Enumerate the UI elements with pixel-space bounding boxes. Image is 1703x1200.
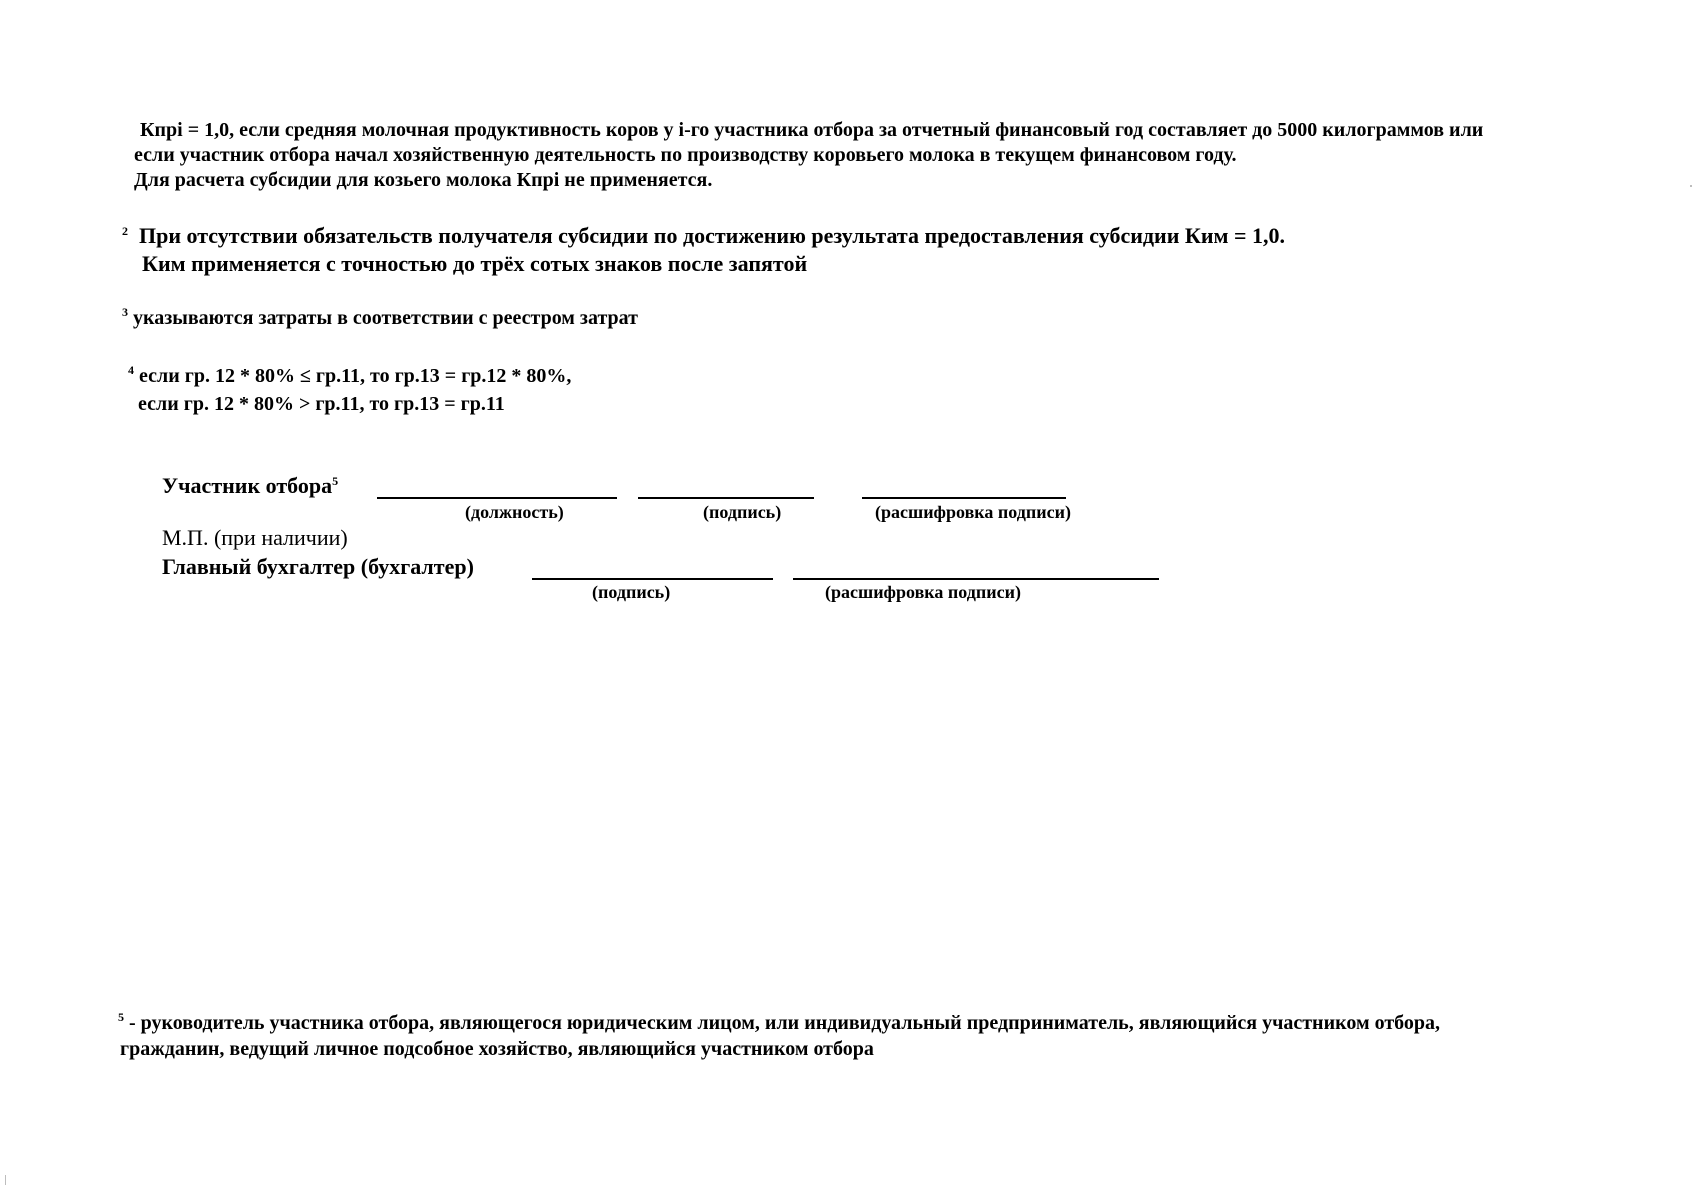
accountant-signature-line bbox=[532, 578, 773, 580]
stamp-label: М.П. (при наличии) bbox=[162, 525, 348, 550]
scan-speck bbox=[5, 1175, 6, 1185]
scan-speck bbox=[1690, 185, 1692, 187]
note-4-first-line bbox=[128, 365, 571, 387]
note-2-line-2: Ким применяется с точностью до трёх сотых знаков после запятой bbox=[142, 251, 808, 276]
participant-label-text: Участник отбора bbox=[162, 473, 333, 498]
note-4-line-1: если гр. 12 * 80% ≤ гр.11, то гр.13 = гр.12 * 80%, bbox=[139, 365, 572, 387]
accountant-label: Главный бухгалтер (бухгалтер) bbox=[162, 554, 474, 579]
note-1-line-3-suffix: не применяется. bbox=[559, 169, 713, 191]
footnote-5-marker: 5 bbox=[118, 1010, 124, 1024]
caption-signature: (подпись) bbox=[703, 502, 782, 522]
note-3-marker: 3 bbox=[122, 305, 128, 319]
note-1-line-1: Кпрi = 1,0, если средняя молочная продуктивность коров у i-го участника отбора за отчетный финансовый год составляет до 5000 килограммов или bbox=[140, 119, 1484, 141]
accountant-caption-signature: (подпись) bbox=[592, 582, 671, 602]
participant-footnote-marker: 5 bbox=[332, 474, 339, 488]
accountant-caption-decoding: (расшифровка подписи) bbox=[825, 582, 1021, 602]
footnote-5-line-1: - руководитель участника отбора, являющегося юридическим лицом, или индивидуальный предприниматель, являющийся участником отбора, bbox=[124, 1012, 1441, 1034]
note-1-line-3-prefix: Для расчета субсидии для козьего молока bbox=[134, 169, 517, 191]
note-4 bbox=[128, 362, 571, 418]
accountant-decoding-line bbox=[793, 578, 1159, 580]
note-1-line-2: если участник отбора начал хозяйственную деятельность по производству коровьего молока в текущем финансовом году. bbox=[134, 144, 1237, 166]
footnote-5 bbox=[118, 1010, 1440, 1062]
note-1-kpri-term: Кпрi bbox=[516, 169, 560, 191]
note-3-text: указываются затраты в соответствии с реестром затрат bbox=[133, 307, 638, 329]
footnote-5-line-2: гражданин, ведущий личное подсобное хозяйство, являющийся участником отбора bbox=[120, 1038, 874, 1060]
note-4-marker: 4 bbox=[128, 363, 134, 377]
note-3 bbox=[122, 307, 638, 330]
note-2-marker: 2 bbox=[122, 224, 128, 238]
participant-decoding-line bbox=[862, 497, 1066, 499]
note-2-line-1: При отсутствии обязательств получателя субсидии по достижению результата предоставления субсидии Ким = 1,0. bbox=[139, 223, 1286, 248]
participant-label bbox=[162, 473, 338, 499]
caption-position: (должность) bbox=[465, 502, 564, 522]
note-1 bbox=[134, 118, 1484, 193]
note-1-line-3 bbox=[134, 168, 1483, 193]
note-4-line-2: если гр. 12 * 80% > гр.11, то гр.13 = гр.11 bbox=[138, 393, 505, 415]
footnote-5-first-line bbox=[118, 1012, 1440, 1034]
note-2 bbox=[122, 222, 1285, 278]
note-2-first-line bbox=[122, 223, 1285, 248]
caption-decoding: (расшифровка подписи) bbox=[875, 502, 1071, 522]
participant-signature-line bbox=[638, 497, 814, 499]
participant-position-line bbox=[377, 497, 617, 499]
